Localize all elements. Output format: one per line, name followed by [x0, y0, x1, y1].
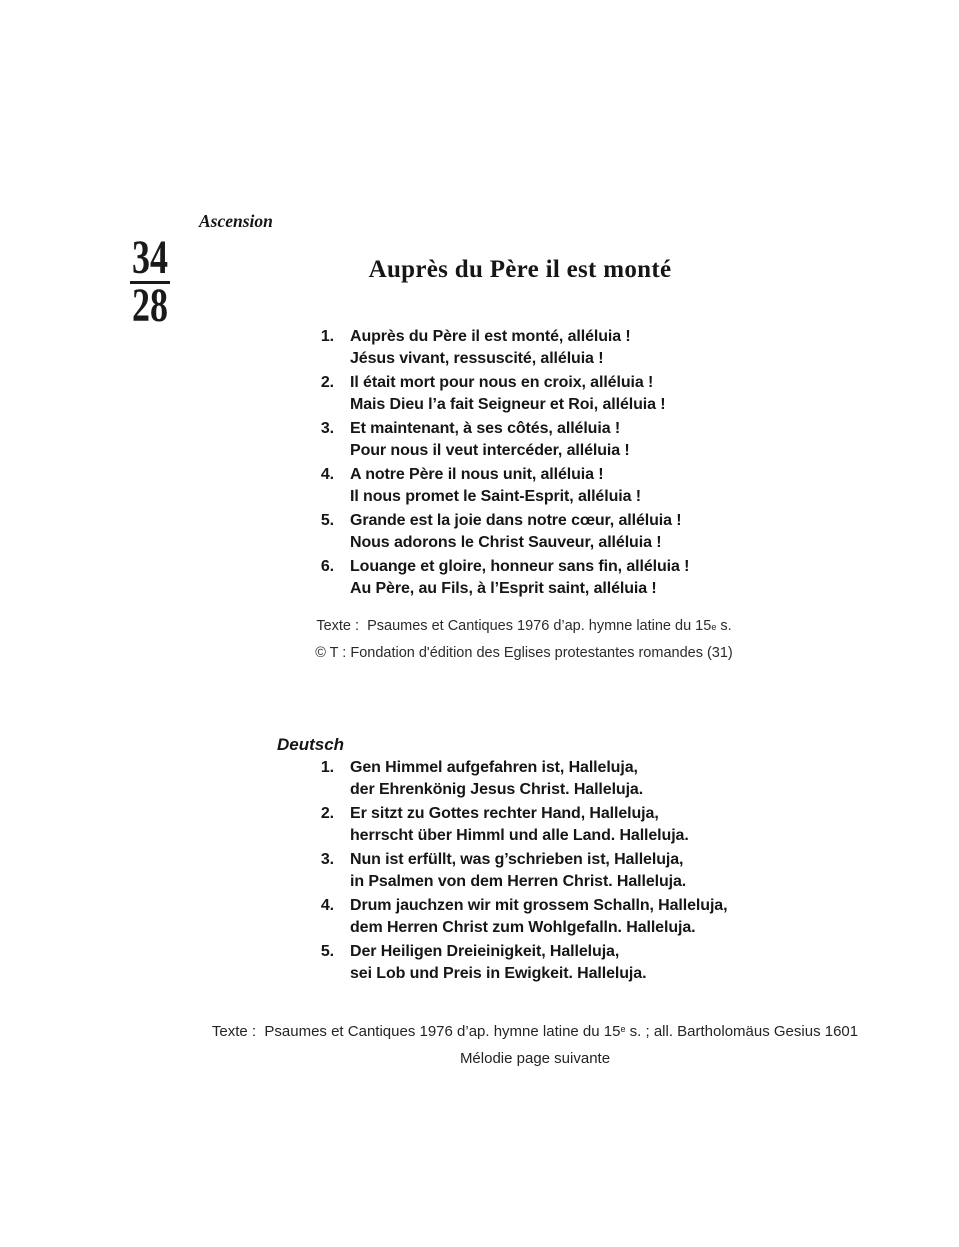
verse-number: 4. — [320, 897, 334, 914]
verse-line: in Psalmen von dem Herren Christ. Halleluja. — [350, 873, 687, 890]
verse-number: 4. — [320, 466, 334, 483]
verse-line: sei Lob und Preis in Ewigkeit. Halleluja. — [350, 965, 647, 982]
ordinal-suffix: e — [620, 1024, 626, 1034]
credit-text: s. — [716, 618, 732, 634]
verse-number: 5. — [320, 512, 334, 529]
verse-line: Au Père, au Fils, à l’Esprit saint, alléluia ! — [350, 580, 657, 597]
verse-line: Gen Himmel aufgefahren ist, Halleluja, — [350, 759, 638, 776]
verse-line: Jésus vivant, ressuscité, alléluia ! — [350, 350, 604, 367]
verse-row — [300, 895, 830, 939]
verse-text — [350, 372, 665, 416]
verse-line: Drum jauchzen wir mit grossem Schalln, Halleluja, — [350, 897, 728, 914]
verse-line: Der Heiligen Dreieinigkeit, Halleluja, — [350, 943, 620, 960]
verse-number: 3. — [320, 851, 334, 868]
footer-credit-line — [130, 1016, 940, 1045]
verse-text — [350, 895, 727, 939]
verse-text — [350, 849, 686, 893]
verse-number: 2. — [320, 374, 334, 391]
verse-line: Nous adorons le Christ Sauveur, alléluia ! — [350, 534, 662, 551]
page-footer — [130, 1016, 940, 1072]
hymn-number — [122, 231, 178, 332]
verse-line: Pour nous il veut intercéder, alléluia ! — [350, 442, 630, 459]
verse-text — [350, 418, 630, 462]
verse-line: Grande est la joie dans notre cœur, alléluia ! — [350, 512, 682, 529]
verse-text — [350, 941, 646, 985]
verse-line: Et maintenant, à ses côtés, alléluia ! — [350, 420, 621, 437]
verse-number: 6. — [320, 558, 334, 575]
verse-line: Er sitzt zu Gottes rechter Hand, Halleluja, — [350, 805, 659, 822]
verse-text — [350, 803, 689, 847]
text-credit-line — [254, 614, 794, 641]
verse-line: herrscht über Himml und alle Land. Halleluja. — [350, 827, 689, 844]
french-credits — [254, 614, 794, 666]
section-label: Ascension — [199, 211, 273, 231]
verse-number: 3. — [320, 420, 334, 437]
hymn-number-bottom: 28 — [132, 279, 168, 332]
hymn-number-top: 34 — [132, 231, 168, 284]
german-verse-list — [300, 757, 830, 987]
ordinal-suffix: e — [711, 622, 717, 632]
verse-line: Auprès du Père il est monté, alléluia ! — [350, 328, 631, 345]
verse-row — [300, 418, 830, 462]
verse-row — [300, 803, 830, 847]
verse-row — [300, 464, 830, 508]
verse-number: 5. — [320, 943, 334, 960]
verse-line: Mais Dieu l’a fait Seigneur et Roi, alléluia ! — [350, 396, 666, 413]
verse-number: 1. — [320, 759, 334, 776]
verse-line: Il nous promet le Saint-Esprit, alléluia ! — [350, 488, 641, 505]
verse-line: der Ehrenkönig Jesus Christ. Halleluja. — [350, 781, 644, 798]
verse-text — [350, 326, 631, 370]
verse-text — [350, 556, 689, 600]
verse-line: Louange et gloire, honneur sans fin, alléluia ! — [350, 558, 690, 575]
credit-text: s. ; all. Bartholomäus Gesius 1601 — [625, 1023, 859, 1040]
verse-text — [350, 757, 643, 801]
melody-note: Mélodie page suivante — [459, 1050, 611, 1067]
german-section-label: Deutsch — [277, 735, 345, 754]
verse-row — [300, 849, 830, 893]
verse-line: dem Herren Christ zum Wohlgefalln. Halleluja. — [350, 919, 696, 936]
verse-line: A notre Père il nous unit, alléluia ! — [350, 466, 604, 483]
verse-number: 2. — [320, 805, 334, 822]
verse-row — [300, 510, 830, 554]
verse-row — [300, 757, 830, 801]
verse-number: 1. — [320, 328, 334, 345]
french-verse-list — [300, 326, 830, 602]
verse-text — [350, 464, 641, 508]
verse-row — [300, 326, 830, 370]
hymn-title: Auprès du Père il est monté — [368, 256, 672, 283]
verse-line: Nun ist erfüllt, was g’schrieben ist, Halleluja, — [350, 851, 684, 868]
verse-row — [300, 941, 830, 985]
verse-row — [300, 556, 830, 600]
credit-text: Texte : Psaumes et Cantiques 1976 d’ap. hymne latine du 15 — [211, 1023, 621, 1040]
verse-line: Il était mort pour nous en croix, alléluia ! — [350, 374, 654, 391]
verse-text — [350, 510, 682, 554]
credit-text: Texte : Psaumes et Cantiques 1976 d’ap. hymne latine du 15 — [316, 618, 712, 634]
verse-row — [300, 372, 830, 416]
copyright-line: © T : Fondation d'édition des Eglises protestantes romandes (31) — [315, 644, 733, 661]
